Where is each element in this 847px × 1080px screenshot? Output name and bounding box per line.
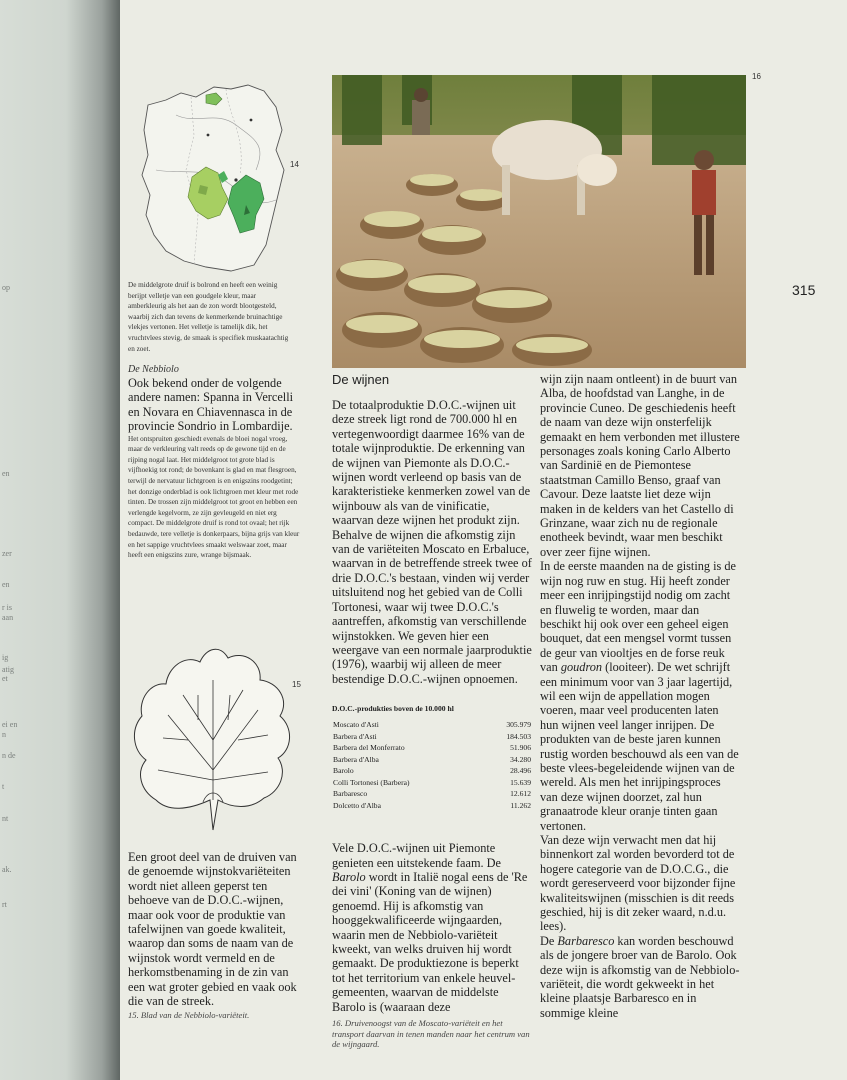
book-spine (0, 0, 120, 1080)
right-paragraph-1: wijn zijn naam ontleent) in de buurt van Alba, de hoofdstad van Langhe, in de provincie Cuneo. De geschiedenis heeft de naam van deze wijn onsterfelijk gemaakt en hem verbonden met illustere personages zoals koning Carlo Alberto van Sardinië en de Piemontese staatstman Camillo Benso, graaf van Cavour. Deze laatste liet deze wijn maken in de kelders van het Castello di Grinzane, waar zich nu de regionale enotheek bevindt, waar men beschikt over zeer fijne wijnen. (540, 372, 740, 559)
grape-description-text: De middelgrote druif is bolrond en heeft een weinig berijpt velletje van een goudgele kleur, maar amberkleurig als het aan de zon wordt blootgesteld, waarbij zich dan tevens de kenmerkende bruinachtige vlekjes vertonen. Het velletje is tamelijk dik, het vruchtvlees stevig, de smaak is specifiek muskaatachtig en zoet. (128, 281, 289, 353)
spine-fragment: ak. (2, 865, 12, 874)
harvest-photo (332, 75, 746, 368)
caption-16: 16. Druivenoogst van de Moscato-variëteit en het transport daarvan in tenen manden naar het centrum van de wijngaard. (332, 1018, 530, 1049)
production-table-title: D.O.C.-produkties boven de 10.000 hl (332, 704, 454, 714)
harvest-photo-illustration (332, 75, 746, 368)
wine-name-cell: Moscato d'Asti (333, 720, 379, 730)
spine-fragment: r is (2, 603, 12, 612)
piemonte-region-map (136, 75, 286, 275)
wine-name-cell: Dolcetto d'Alba (333, 800, 381, 810)
table-row (332, 800, 532, 812)
nebbiolo-intro: Ook bekend onder de volgende andere namen: Spanna in Vercelli en Novara en Chiavennasca in de provincie Sondrio in Lombardije. (128, 376, 294, 434)
table-row (332, 777, 532, 789)
caption-15: 15. Blad van de Nebbiolo-variëteit. (128, 1010, 250, 1020)
leaf-figure (128, 640, 298, 840)
right-paragraph-2 (540, 559, 740, 833)
spine-fragment: op (2, 283, 10, 292)
volume-cell: 51.906 (510, 743, 531, 753)
goudron-term: goudron (560, 660, 603, 675)
spine-fragment: aan (2, 613, 14, 622)
volume-cell: 34.280 (510, 754, 531, 764)
table-row (332, 719, 532, 731)
page-number: 315 (792, 282, 816, 298)
table-row (332, 731, 532, 743)
spine-fragment: nt (2, 814, 9, 823)
table-row (332, 754, 532, 766)
wine-name-cell: Barbera del Monferrato (333, 743, 405, 753)
nebbiolo-section (128, 364, 300, 561)
p2-text-a: Vele D.O.C.-wijnen uit Piemonte genieten een uitstekende faam. De (332, 841, 502, 870)
volume-cell: 184.503 (506, 731, 531, 741)
nebbiolo-heading: De Nebbiolo (128, 364, 179, 375)
right-paragraph-4 (540, 934, 740, 1020)
wine-name-cell: Colli Tortonesi (Barbera) (333, 777, 410, 787)
table-row (332, 765, 532, 777)
spine-fragment: n (2, 730, 6, 739)
table-row (332, 742, 532, 754)
table-row (332, 788, 532, 800)
spine-fragment: en (2, 580, 10, 589)
barbaresco-term: Barbaresco (557, 933, 615, 948)
figure-number-15: 15 (292, 680, 301, 689)
spine-fragment: zer (2, 549, 12, 558)
barolo-term: Barolo (332, 869, 366, 884)
map-figure (136, 75, 286, 275)
p2-text-b: wordt in Italië nogal eens de 'Re dei vini' (Koning van de wijnen) genoemd. Hij is afkomstig van hooggekwalificeerde wijngaarden, waarin men de Nebbiolo-variëteit kweekt, van welks druiven hij wordt gemaakt. De produktiezone is beperkt tot het territorium van enkele heuvel-gemeenten, waarvan de middelste Barolo is (waaraan deze (332, 869, 528, 1014)
wine-name-cell: Barbaresco (333, 789, 368, 799)
p4-right-a: De (540, 933, 558, 948)
spine-fragment: atig (2, 665, 14, 674)
p2-right-a: In de eerste maanden na de gisting is de wijn nog ruw en stug. Hij heeft zonder meer een inrijpingstijd nodig om zacht en fluwelig te worden, maar dan beschikt hij ook over een geheel eigen bouquet, dat een mengsel vormt tussen de geur van viooltjes en de forse reuk van (540, 559, 736, 675)
de-wijnen-paragraph-1: De totaalproduktie D.O.C.-wijnen uit deze streek ligt rond de 700.000 hl en vertegenwoordigt daarmee 16% van de totale wijnproduktie. De erkenning van de wijnen van Piemonte als D.O.C.-wijnen wordt verleend op basis van de karakteristieke kenmerken zowel van de wijnbouw als van de vinificatie, waarvan deze wijnen het produkt zijn. Behalve de wijnen die afkomstig zijn van de variëteiten Moscato en Erbaluce, waarvan in de betreffende streek twee of drie D.O.C.'s bestaan, vinden wij verder uitsluitend nog het gebied van de Colli Tortonesi, waar wij twee D.O.C.'s aantreffen, afkomstig van verschillende wijnstokken. We geven hier een weergave van een normale jaarproduktie (1976), waarbij wij alleen de meer bestendige D.O.C.-wijnen opnoemen. (332, 398, 532, 686)
spine-fragment: n de (2, 751, 16, 760)
spine-fragment: rt (2, 900, 7, 909)
spine-fragment: et (2, 674, 8, 683)
p2-right-b: (looiteer). De wet schrijft een minimum voor van 3 jaar lagertijd, wil een wijn de appellation mogen voeren, maar veel producenten laten hun wijnen veel langer inrijpen. De produkten van de beste jaren kunnen rustig worden beschouwd als een van de beste vlees-begeleidende wijnen van de wereld. Als men het inrijpingsproces van deze wijnen doorzet, zal hun granaatrode kleur oranje tinten gaan vertonen. (540, 660, 739, 833)
spine-fragment: ei en (2, 720, 18, 729)
figure-number-16: 16 (752, 72, 761, 81)
volume-cell: 15.639 (510, 777, 531, 787)
volume-cell: 28.496 (510, 766, 531, 776)
wine-name-cell: Barbera d'Asti (333, 731, 377, 741)
de-wijnen-heading: De wijnen (332, 372, 390, 387)
de-wijnen-column (332, 372, 532, 1014)
right-paragraph-3: Van deze wijn verwacht men dat hij binnenkort zal worden bevorderd tot de hogere categorie van de D.O.C.G., die wordt gereserveerd voor bijzonder fijne kwaliteitswijnen (misschien is dit reeds geschied, hij is dit zeker waard, n.d.u. lees). (540, 833, 736, 934)
de-wijnen-paragraph-2 (332, 841, 532, 1014)
spine-fragment: ig (2, 653, 9, 662)
volume-cell: 305.979 (506, 720, 531, 730)
nebbiolo-details: Het ontspruiten geschiedt evenals de bloei nogal vroeg, maar de verkleuring valt reeds op de gewone tijd en de rijping nogal laat. Het middelgroot tot grote blad is vijfhoekig tot rond; de bovenkant is glad en mat flesgroen, terwijl de nervatuur lichtgroen is en enigszins roodgetint; het donzige onderblad is ook lichtgroen met kleur met rode tinten. De trossen zijn middelgroot tot groot en hebben een verlengde kegelvorm, ze zijn gevleugeld en niet erg compact. De middelgrote druif is rond tot ovaal; het rijk bedauwde, tere velletje is donkerpaars, bijna grijs van kleur en het sappige vruchtvlees smaakt welswaar zoet, maar heeft een enigszins zure, wrange bijsmaak. (128, 434, 300, 560)
right-column (540, 372, 740, 1020)
p4-right-b: kan worden beschouwd als de jongere broer van de Barolo. Ook deze wijn is afkomstig van de Nebbiolo-variëteit, die wordt gekweekt in het kleine plaatsje Barbaresco en in sommige kleine (540, 933, 740, 1020)
volume-cell: 12.612 (510, 789, 531, 799)
left-bottom-paragraph: Een groot deel van de druiven van de genoemde wijnstokvariëteiten wordt niet alleen geperst ten behoeve van de D.O.C.-wijnen, maar ook voor de produktie van tafelwijnen van goede kwaliteit, waarop dan soms de naam van de wijnstok wordt vermeld en de herkomstbenaming in de zin van een wat groter gebied en vaak ook die van de streek. (128, 850, 297, 1009)
nebbiolo-leaf-drawing (128, 640, 298, 840)
wine-name-cell: Barolo (333, 766, 354, 776)
production-table (332, 719, 532, 811)
wine-name-cell: Barbera d'Alba (333, 754, 379, 764)
spine-fragment: t (2, 782, 5, 791)
spine-fragment: en (2, 469, 10, 478)
figure-number-14: 14 (290, 160, 299, 169)
volume-cell: 11.262 (510, 800, 531, 810)
